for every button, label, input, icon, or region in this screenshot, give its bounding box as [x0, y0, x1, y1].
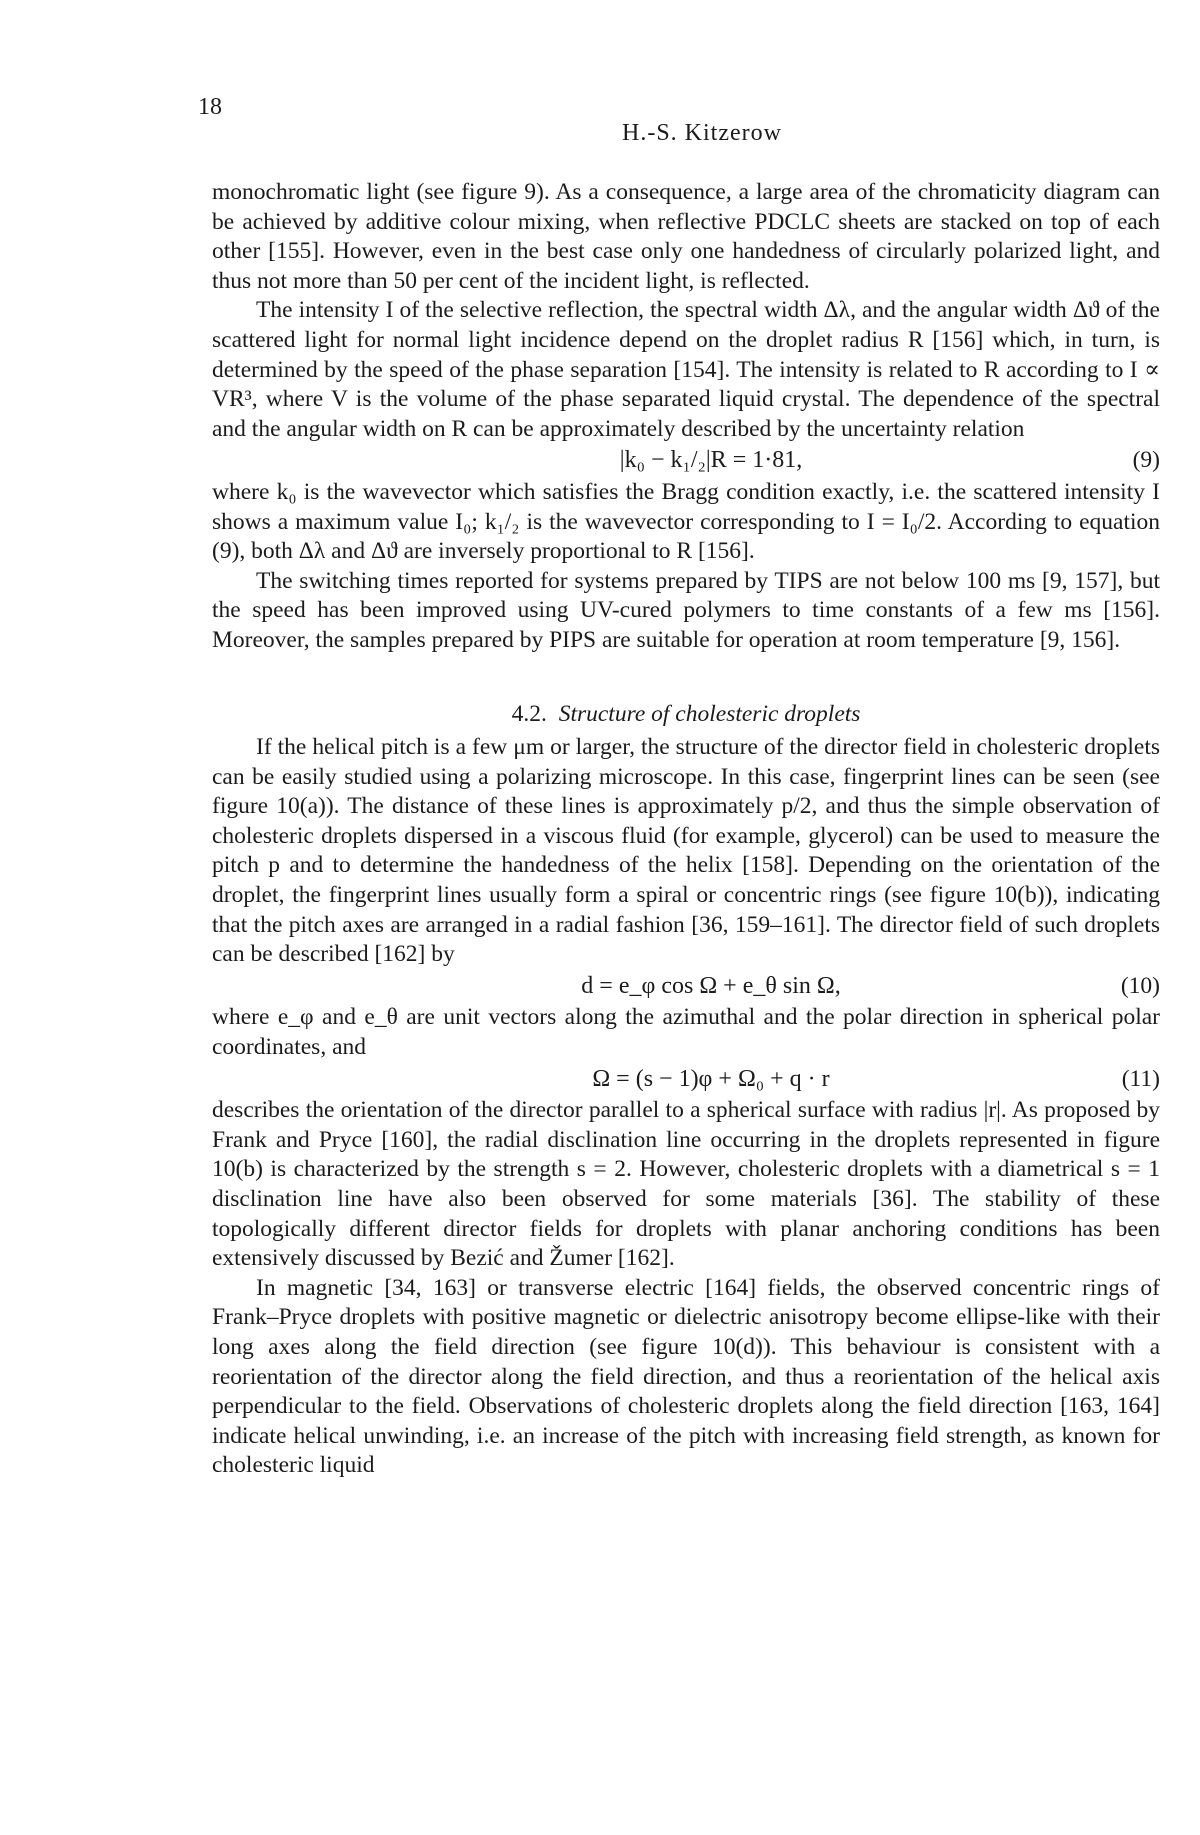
- paragraph-4: The switching times reported for systems prepared by TIPS are not below 100 ms [9, 157], but the speed has been improved using UV-cured polymers to time constants of a few ms [156]. Moreover, the samples prepared by PIPS are suitable for operation at room temperature [9, 156].: [212, 567, 1160, 653]
- paragraph-8: In magnetic [34, 163] or transverse electric [164] fields, the observed concentric rings of Frank–Pryce droplets with positive magnetic or dielectric anisotropy become ellipse-like with their long axes along the field direction (see figure 10(d)). This behaviour is consistent with a reorientation of the director along the field direction, and thus a reorientation of the helical axis perpendicular to the field. Observations of cholesteric droplets along the field direction [163, 164] indicate helical unwinding, i.e. an increase of the pitch with increasing field strength, as known for cholesteric liquid: [212, 1274, 1160, 1479]
- paragraph-3: where k₀ is the wavevector which satisfies the Bragg condition exactly, i.e. the scattered intensity I shows a maximum value I₀; k₁/₂ is the wavevector corresponding to I = I₀/2. According to equation (9), both Δλ and Δϑ are inversely proportional to R [156].: [212, 478, 1160, 565]
- equation-11: [212, 1065, 1160, 1095]
- equation-10-number: (10): [1120, 972, 1160, 999]
- equation-9: [212, 446, 1160, 476]
- section-title: Structure of cholesteric droplets: [558, 700, 861, 727]
- equation-11-number: (11): [1121, 1065, 1160, 1092]
- paragraph-7: describes the orientation of the director parallel to a spherical surface with radius |r|. As proposed by Frank and Pryce [160], the radial disclination line occurring in the droplets represented in figure 10(b) is characterized by the strength s = 2. However, cholesteric droplets with a diametrical s = 1 disclination line have also been observed for some materials [36]. The stability of these topologically different director fields for droplets with planar anchoring conditions has been extensively discussed by Bezić and Žumer [162].: [212, 1097, 1160, 1272]
- paragraph-2: The intensity I of the selective reflection, the spectral width Δλ, and the angular width Δϑ of the scattered light for normal light incidence depend on the droplet radius R [156] which, in turn, is determined by the speed of the phase separation [154]. The intensity is related to R according to I ∝ VR³, where V is the volume of the phase separated liquid crystal. The dependence of the spectral and the angular width on R can be approximately described by the uncertainty relation: [212, 297, 1160, 442]
- running-head: H.-S. Kitzerow: [622, 120, 782, 146]
- equation-9-body: |k₀ − k₁/₂|R = 1·81,: [619, 447, 803, 474]
- paragraph-6: where e_φ and e_θ are unit vectors along the azimuthal and the polar direction in spherical polar coordinates, and: [212, 1004, 1160, 1061]
- section-number: 4.2.: [511, 700, 547, 727]
- equation-11-body: Ω = (s − 1)φ + Ω₀ + q · r: [592, 1065, 830, 1092]
- paragraph-5: If the helical pitch is a few μm or larger, the structure of the director field in cholesteric droplets can be easily studied using a polarizing microscope. In this case, fingerprint lines can be seen (see figure 10(a)). The distance of these lines is approximately p/2, and thus the simple observation of cholesteric droplets dispersed in a viscous fluid (for example, glycerol) can be used to measure the pitch p and to determine the handedness of the helix [158]. Depending on the orientation of the droplet, the fingerprint lines usually form a spiral or concentric rings (see figure 10(b)), indicating that the pitch axes are arranged in a radial fashion [36, 159–161]. The director field of such droplets can be described [162] by: [212, 734, 1160, 968]
- paragraph-1: monochromatic light (see figure 9). As a consequence, a large area of the chromaticity diagram can be achieved by additive colour mixing, when reflective PDCLC sheets are stacked on top of each other [155]. However, even in the best case only one handedness of circularly polarized light, and thus not more than 50 per cent of the incident light, is reflected.: [212, 179, 1160, 294]
- body-text: [212, 178, 1160, 1481]
- page-number: 18: [198, 94, 222, 120]
- equation-10: [212, 972, 1160, 1002]
- section-heading: [212, 700, 1160, 730]
- equation-10-body: d = e_φ cos Ω + e_θ sin Ω,: [581, 972, 841, 999]
- equation-9-number: (9): [1132, 447, 1160, 474]
